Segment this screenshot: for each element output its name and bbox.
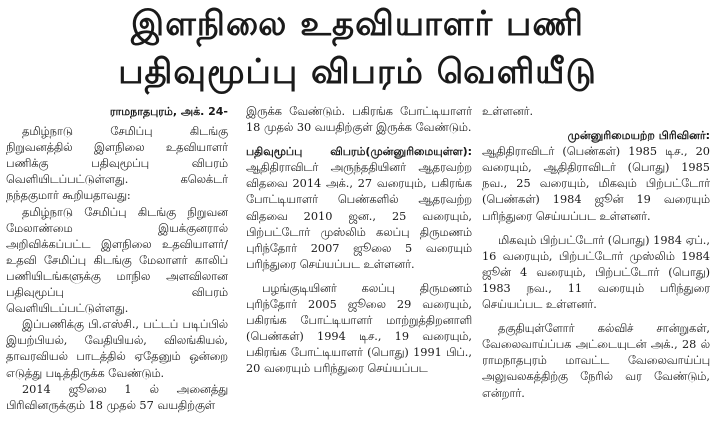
paragraph-continued: உள்ளனர். — [482, 105, 534, 118]
article-column-1 — [6, 104, 228, 434]
dateline: ராமநாதபுரம், அக். 24- — [109, 105, 228, 118]
paragraph-priority-list: ஆதிதிராவிடர் அருந்ததியினர் ஆதரவற்ற விதவை 2014 அக்., 27 வரையும், பகிரங்க போட்டியாளர் பெண்களில் ஆதரவற்ற விதவை 2010 ஜன., 25 வரையும், பிற்பட்டோர் முஸ்லிம் கலப்பு திருமணம் புரிந்தோர் 2007 ஜூலை 5 வரையும் பரிந்துரை செய்யப்பட உள்ளனர். — [246, 161, 472, 271]
headline-line-2: பதிவுமூப்பு விபரம் வெளியீடு — [118, 52, 597, 92]
paragraph-age-limit: 2014 ஜூலை 1 ல் அனைத்து பிரிவினருக்கும் 18 முதல் 57 வயதிற்குள் — [6, 382, 228, 412]
paragraph-instructions: தகுதியுள்ளோர் கல்விச் சான்றுகள், வேலைவாய்ப்பக அட்டையுடன் அக்., 28 ல் ராமநாதபுரம் மாவட்ட வேலைவாய்ப்பு அலுவலகத்திற்கு நேரில் வர வேண்டும், என்றார். — [482, 322, 710, 400]
article-column-3 — [482, 104, 710, 434]
paragraph-announcement: தமிழ்நாடு சேமிப்பு கிடங்கு நிறுவன மேலாண்மை இயக்குனரால் அறிவிக்கப்பட்ட இளநிலை உதவியாளர்/ உதவி சேமிப்பு கிடங்கு மேலாளர் காலிப் பணியிடங்களுக்கு மாநில அளவிலான பதிவுமூப்பு விபரம் வெளியிடப்பட்டுள்ளது. — [6, 205, 228, 316]
paragraph-intro: தமிழ்நாடு சேமிப்பு கிடங்கு நிறுவனத்தில் இளநிலை உதவியாளர் பணிக்கு பதிவுமூப்பு விபரம் வெளியிடப்பட்டுள்ளது. கலெக்டர் நந்தகுமார் கூறியதாவது: — [6, 125, 228, 203]
priority-heading: பதிவுமூப்பு விபரம்(முன்னுரிமையுள்ள): — [246, 145, 472, 159]
paragraph-age-continued: இருக்க வேண்டும். பகிரங்க போட்டியாளர் 18 முதல் 30 வயதிற்குள் இருக்க வேண்டும். — [246, 105, 472, 135]
paragraph-non-priority-list: ஆதிதிராவிடர் (பெண்கள்) 1985 டிச., 20 வரையும், ஆதிதிராவிடர் (பொது) 1985 நவ., 25 வரையும், மிகவும் பிற்பட்டோர் (பெண்கள்) 1984 ஜூன் 19 வரையும் பரிந்துரை செய்யப்பட உள்ளனர். — [482, 145, 710, 223]
headline-line-1: இளநிலை உதவியாளர் பணி — [131, 4, 584, 44]
non-priority-heading: முன்னுரிமையற்ற பிரிவினர்: — [567, 129, 710, 143]
paragraph-mbc-list: மிகவும் பிற்பட்டோர் (பொது) 1984 ஏப்., 16 வரையும், பிற்பட்டோர் முஸ்லிம் 1984 ஜூன் 4 வரையும், பிற்பட்டோர் (பொது) 1983 நவ., 11 வரையும் பரிந்துரை செய்யப்பட உள்ளனர். — [482, 233, 710, 312]
paragraph-tribal-list: பழங்குடியினர் கலப்பு திருமணம் புரிந்தோர் 2005 ஜூலை 29 வரையும், பகிரங்க போட்டியாளர் மாற்றுத்திறனாளி (பெண்கள்) 1994 டிச., 19 வரையும், பகிரங்க போட்டியாளர் (பொது) 1991 பிப்., 20 வரையும் பரிந்துரை செய்யப்பட — [246, 281, 472, 376]
article-column-2 — [246, 104, 472, 434]
paragraph-qualification: இப்பணிக்கு பி.எஸ்சி., பட்டப் படிப்பில் இயற்பியல், வேதியியல், விலங்கியல், தாவரவியல் பாடத்தில் ஏதேனும் ஒன்றை எடுத்து படித்திருக்க வேண்டும். — [6, 318, 228, 380]
